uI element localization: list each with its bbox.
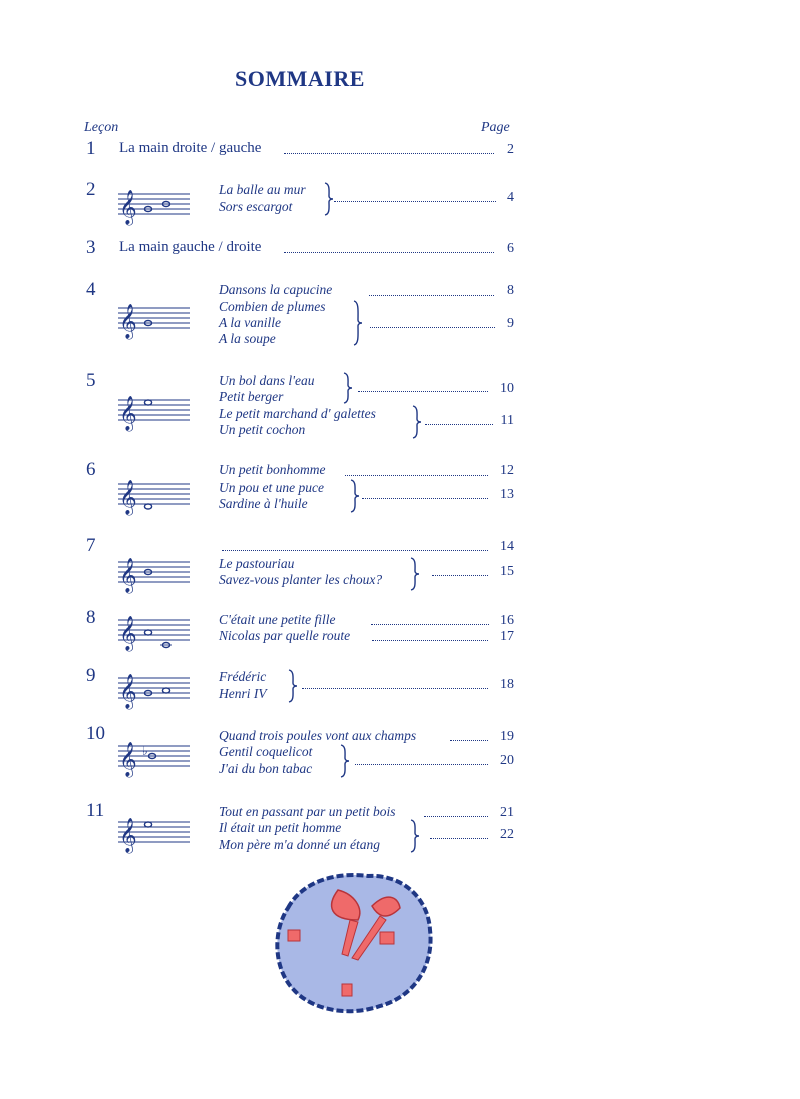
song-title: Sors escargot <box>219 199 293 214</box>
svg-text:♭: ♭ <box>142 744 148 758</box>
leader-dots <box>284 153 494 154</box>
leader-dots <box>358 391 488 392</box>
page-number: 14 <box>500 539 514 554</box>
treble-clef-staff-icon <box>118 480 190 515</box>
song-title: Un petit cochon <box>219 422 306 437</box>
svg-text:𝄞: 𝄞 <box>119 616 137 651</box>
lesson-number: 8 <box>86 607 96 628</box>
leader-dots <box>425 424 493 425</box>
page-number: 9 <box>507 316 514 331</box>
treble-clef-staff-icon <box>118 742 190 777</box>
leader-dots <box>450 740 488 741</box>
song-title: Il était un petit homme <box>219 820 342 835</box>
leader-dots <box>430 838 488 839</box>
song-title: Gentil coquelicot <box>219 744 313 759</box>
page-number: 18 <box>500 677 514 692</box>
song-title: Dansons la capucine <box>219 282 333 297</box>
lesson-heading: La main droite / gauche <box>119 140 262 156</box>
leader-dots <box>372 640 488 641</box>
treble-clef-staff-icon <box>118 396 190 431</box>
lesson-number: 3 <box>86 237 96 258</box>
song-title: C'était une petite fille <box>219 612 336 627</box>
song-title: Tout en passant par un petit bois <box>219 804 396 819</box>
leader-dots <box>369 295 494 296</box>
song-title: Un pou et une puce <box>219 480 324 495</box>
song-title: Quand trois poules vont aux champs <box>219 728 417 743</box>
leader-dots <box>362 498 488 499</box>
page-number: 6 <box>507 241 514 256</box>
leader-dots <box>222 550 488 551</box>
lesson-number: 9 <box>86 665 96 686</box>
song-title: Henri IV <box>219 686 267 701</box>
page-number: 21 <box>500 805 514 820</box>
song-title: Combien de plumes <box>219 299 326 314</box>
song-title: J'ai du bon tabac <box>219 761 313 776</box>
brace-icon <box>350 479 360 513</box>
brace-icon <box>343 372 353 404</box>
song-title: La balle au mur <box>219 182 306 197</box>
lesson-number: 4 <box>86 279 96 300</box>
page-title: SOMMAIRE <box>235 66 365 91</box>
page-number: 11 <box>500 413 514 428</box>
page-number: 4 <box>507 190 514 205</box>
song-title: Nicolas par quelle route <box>219 628 351 643</box>
treble-clef-staff-icon <box>118 558 190 593</box>
brace-icon <box>410 819 420 853</box>
lesson-number: 6 <box>86 459 96 480</box>
brace-icon <box>288 669 298 703</box>
leader-dots <box>424 816 488 817</box>
lesson-number: 2 <box>86 179 96 200</box>
brace-icon <box>353 300 363 346</box>
leader-dots <box>432 575 488 576</box>
leader-dots <box>345 475 488 476</box>
svg-text:𝄞: 𝄞 <box>119 190 137 225</box>
brace-icon <box>410 557 420 591</box>
svg-text:𝄞: 𝄞 <box>119 304 137 339</box>
lesson-number: 11 <box>86 800 105 821</box>
lesson-number: 7 <box>86 535 96 556</box>
leader-dots <box>371 624 489 625</box>
svg-text:𝄞: 𝄞 <box>119 742 137 777</box>
song-title: Sardine à l'huile <box>219 496 308 511</box>
lesson-number: 1 <box>86 138 96 159</box>
song-title: Frédéric <box>219 669 267 684</box>
leader-dots <box>284 252 494 253</box>
song-title: Le pastouriau <box>219 556 295 571</box>
lesson-number: 5 <box>86 370 96 391</box>
page-number: 20 <box>500 753 514 768</box>
lesson-heading: La main gauche / droite <box>119 239 262 255</box>
lesson-number: 10 <box>86 723 105 744</box>
brace-icon <box>340 744 350 778</box>
treble-clef-staff-icon <box>118 674 190 709</box>
song-title: Un bol dans l'eau <box>219 373 315 388</box>
page-number: 13 <box>500 487 514 502</box>
page-number: 10 <box>500 381 514 396</box>
svg-text:𝄞: 𝄞 <box>119 480 137 515</box>
page-number: 22 <box>500 827 514 842</box>
page-number: 16 <box>500 613 514 628</box>
leader-dots <box>355 764 488 765</box>
brace-icon <box>324 182 334 216</box>
lesson-column-header: Leçon <box>84 120 119 135</box>
treble-clef-staff-icon <box>118 304 190 339</box>
mushroom-illustration <box>268 868 438 1018</box>
treble-clef-staff-icon <box>118 818 190 853</box>
song-title: Petit berger <box>219 389 284 404</box>
song-title: Un petit bonhomme <box>219 462 326 477</box>
svg-text:𝄞: 𝄞 <box>119 396 137 431</box>
leader-dots <box>334 201 496 202</box>
page-number: 17 <box>500 629 514 644</box>
page-number: 8 <box>507 283 514 298</box>
svg-text:𝄞: 𝄞 <box>119 558 137 593</box>
song-title: A la soupe <box>219 331 276 346</box>
treble-clef-staff-icon <box>118 616 190 651</box>
page-number: 19 <box>500 729 514 744</box>
leader-dots <box>302 688 488 689</box>
song-title: Savez-vous planter les choux? <box>219 572 383 587</box>
song-title: Mon père m'a donné un étang <box>219 837 380 852</box>
page-number: 2 <box>507 142 514 157</box>
leader-dots <box>370 327 495 328</box>
svg-text:𝄞: 𝄞 <box>119 818 137 853</box>
page-number: 12 <box>500 463 514 478</box>
song-title: Le petit marchand d' galettes <box>219 406 376 421</box>
brace-icon <box>412 405 422 439</box>
svg-text:𝄞: 𝄞 <box>119 674 137 709</box>
page-column-header: Page <box>481 120 510 135</box>
song-title: A la vanille <box>219 315 281 330</box>
page-number: 15 <box>500 564 514 579</box>
treble-clef-staff-icon <box>118 190 190 225</box>
